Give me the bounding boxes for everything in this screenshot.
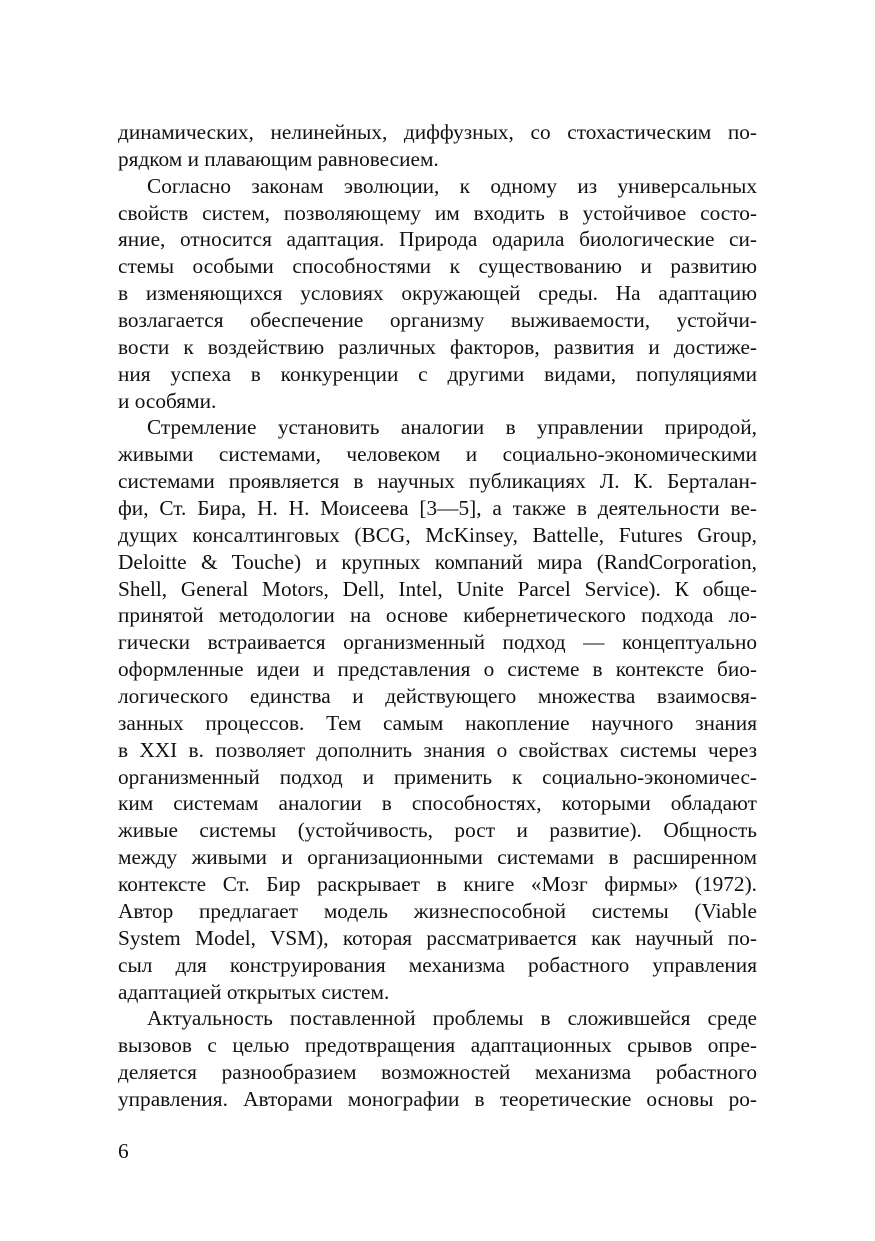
text-line: стемы особыми способностями к существованию и развитию (118, 254, 757, 279)
text-line: деляется разнообразием возможностей механизма робастного (118, 1060, 757, 1085)
text-line: ния успеха в конкуренции с другими видами, популяциями (118, 361, 757, 386)
text-line: системами проявляется в научных публикациях Л. К. Берталан- (118, 469, 757, 494)
paragraph (118, 173, 757, 415)
text-line: гически встраивается организменный подход — концептуально (118, 630, 757, 655)
text-line: рядком и плавающим равновесием. (118, 146, 439, 171)
text-line: принятой методологии на основе кибернетического подхода ло- (118, 603, 757, 628)
text-line: вызовов с целью предотвращения адаптационных срывов опре- (118, 1033, 757, 1058)
text-line: фи, Ст. Бира, Н. Н. Моисеева [3—5], а также в деятельности ве- (118, 496, 757, 521)
paragraph (118, 1005, 757, 1112)
text-line: логического единства и действующего множества взаимосвя- (118, 684, 757, 709)
body-text (118, 119, 757, 1113)
text-line: System Model, VSM), которая рассматривается как научный по- (118, 925, 757, 950)
page-number: 6 (118, 1139, 129, 1163)
text-line: сыл для конструирования механизма робастного управления (118, 952, 757, 977)
text-line: вости к воздействию различных факторов, развития и достиже- (118, 334, 757, 359)
text-line: ким системам аналогии в способностях, которыми обладают (118, 791, 757, 816)
text-line: управления. Авторами монографии в теоретические основы ро- (118, 1086, 757, 1111)
text-line: контексте Ст. Бир раскрывает в книге «Мозг фирмы» (1972). (118, 872, 757, 897)
text-line: живые системы (устойчивость, рост и развитие). Общность (118, 818, 757, 843)
text-line: адаптацией открытых систем. (118, 979, 390, 1004)
text-line: Deloitte & Touche) и крупных компаний мира (RandCorporation, (118, 549, 757, 574)
text-line: организменный подход и применить к социально-экономичес- (118, 764, 757, 789)
text-line: Стремление установить аналогии в управлении природой, (147, 415, 757, 440)
paragraph (118, 414, 757, 1005)
text-line: дущих консалтинговых (BCG, McKinsey, Battelle, Futures Group, (118, 522, 757, 547)
paragraph (118, 119, 757, 173)
text-line: в XXI в. позволяет дополнить знания о свойствах системы через (118, 737, 757, 762)
text-line: Автор предлагает модель жизнеспособной системы (Viable (118, 898, 757, 923)
text-line: Актуальность поставленной проблемы в сложившейся среде (147, 1006, 757, 1031)
text-line: занных процессов. Тем самым накопление научного знания (118, 710, 757, 735)
text-line: Shell, General Motors, Dell, Intel, Unite Parcel Service). К обще- (118, 576, 757, 601)
text-line: возлагается обеспечение организму выживаемости, устойчи- (118, 308, 757, 333)
text-line: яние, относится адаптация. Природа одарила биологические си- (118, 227, 757, 252)
text-line: и особями. (118, 388, 217, 413)
text-line: живыми системами, человеком и социально-экономическими (118, 442, 757, 467)
text-line: в изменяющихся условиях окружающей среды. На адаптацию (118, 281, 757, 306)
text-line: между живыми и организационными системами в расширенном (118, 845, 757, 870)
text-line: оформленные идеи и представления о системе в контексте био- (118, 657, 757, 682)
text-line: Согласно законам эволюции, к одному из универсальных (147, 173, 757, 198)
text-line: свойств систем, позволяющему им входить в устойчивое состо- (118, 200, 757, 225)
text-line: динамических, нелинейных, диффузных, со стохастическим по- (118, 120, 757, 144)
